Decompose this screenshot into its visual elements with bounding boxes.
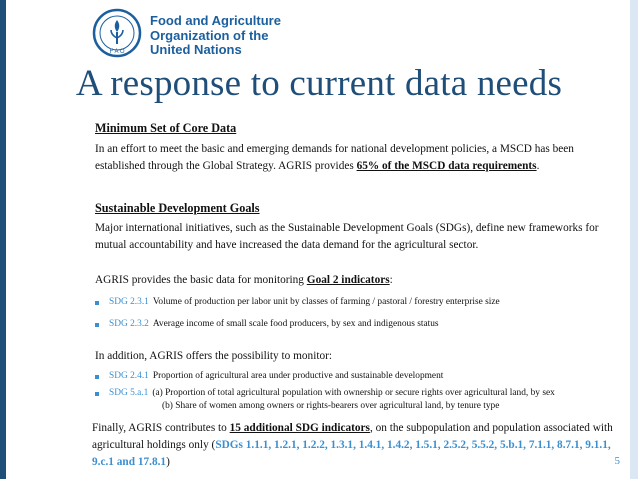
logo-text	[150, 14, 350, 58]
bullet-icon	[95, 375, 99, 379]
mscd-text-before: In an effort to meet the basic and emerging demands for national development policies, a MSCD has been established through the Global Strategy. AGRIS provides	[95, 143, 574, 172]
logo-mark-letters: F A O	[109, 49, 125, 55]
bullet-icon	[95, 392, 99, 396]
bullet-icon	[95, 301, 99, 305]
bullet-icon	[95, 323, 99, 327]
final-paragraph	[92, 420, 620, 471]
indicator-code: SDG 2.3.2	[109, 319, 149, 329]
final-middle: , on the subpopulation and population associated with agricultural holdings only (	[92, 422, 613, 451]
goal2-intro-highlight: Goal 2 indicators	[306, 274, 390, 286]
indicator-text: Average income of small scale food producers, by sex and indigenous status	[152, 319, 439, 329]
indicator-code: SDG 2.3.1	[109, 297, 149, 307]
fao-emblem-icon	[92, 8, 142, 58]
mscd-text-after: .	[536, 160, 540, 172]
goal2-intro-before: AGRIS provides the basic data for monitoring	[95, 274, 307, 286]
logo-line-1: Food and Agriculture	[150, 13, 281, 28]
final-before: Finally, AGRIS contributes to	[92, 422, 230, 434]
section-heading-sdg: Sustainable Development Goals	[95, 201, 260, 215]
list-item	[95, 318, 630, 331]
final-sdg-list: SDGs 1.1.1, 1.2.1, 1.2.2, 1.3.1, 1.4.1, 1.4.2, 1.5.1, 2.5.2, 5.5.2, 5.b.1, 7.1.1, 8.7.1, 9.1.1, 9.c.1 and 17.8.1	[92, 439, 611, 468]
list-item	[95, 387, 630, 413]
indicator-text-line-2: (b) Share of women among owners or rights-bearers over agricultural land, by tenure type	[162, 401, 500, 411]
list-item	[95, 296, 630, 309]
indicator-text: (a) Proportion of total agricultural population with ownership or secure rights over agricultural land, by sex	[152, 388, 555, 398]
section-heading-mscd: Minimum Set of Core Data	[95, 121, 237, 135]
indicator-code: SDG 2.4.1	[109, 371, 149, 381]
goal2-intro-after: :	[389, 274, 393, 286]
additional-indicator-list	[95, 370, 630, 413]
indicator-code: SDG 5.a.1	[109, 388, 149, 398]
final-highlight: 15 additional SDG indicators	[229, 422, 370, 434]
mscd-highlight: 65% of the MSCD data requirements	[356, 160, 537, 172]
additional-intro: In addition, AGRIS offers the possibility to monitor:	[95, 350, 333, 362]
indicator-text: Volume of production per labor unit by classes of farming / pastoral / forestry enterprise size	[152, 297, 500, 307]
slide-title: A response to current data needs	[75, 63, 563, 104]
page-number: 5	[614, 455, 620, 467]
list-item	[95, 370, 630, 383]
section-text-sdg: Major international initiatives, such as the Sustainable Development Goals (SDGs), define new frameworks for mutual accountability and have increased the data demand for the agricultural sector.	[95, 222, 599, 251]
logo-line-3: United Nations	[150, 42, 242, 57]
indicator-text: Proportion of agricultural area under productive and sustainable development	[152, 371, 444, 381]
logo-line-2: Organization of the	[150, 27, 269, 43]
goal2-indicator-list	[95, 296, 630, 331]
goal2-intro	[95, 272, 625, 289]
section-text-mscd	[95, 141, 625, 175]
final-after: )	[166, 456, 170, 468]
